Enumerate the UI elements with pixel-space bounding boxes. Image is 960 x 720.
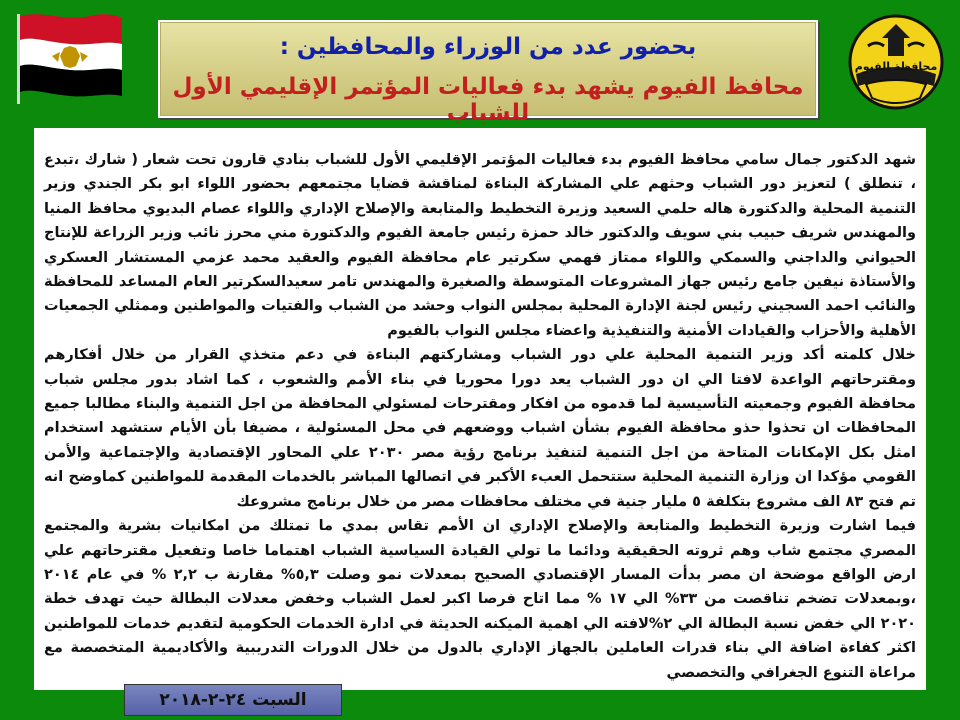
date-badge: السبت ٢٤-٢-٢٠١٨ [124,684,342,716]
title-line-1: بحضور عدد من الوزراء والمحافظين : [279,34,697,60]
logo-text: محافظة الفيوم [854,60,938,73]
title-line-2: محافظ الفيوم يشهد بدء فعاليات المؤتمر الإقليمي الأول للشباب [172,74,804,126]
article-body [34,128,926,690]
fayoum-governorate-logo [846,12,946,112]
egypt-flag-icon [14,10,126,106]
title-box [158,20,818,126]
article-paragraph: شهد الدكتور جمال سامي محافظ الفيوم بدء فعاليات المؤتمر الإقليمي الأول للشباب بنادي قارون تحت شعار ( شارك ،تبدع ، تنطلق ) لتعزيز دور الشباب وحثهم علي المشاركة البناءة لمناقشة قضايا مجتمعهم بحضور اللواء ابو بكر الجندي وزير التنمية المحلية والدكتورة هاله حلمي السعيد وزيرة التخطيط والمتابعة والإصلاح الإداري واللواء عصام البديوي محافظ المنيا والمهندس شريف حبيب بني سويف والدكتور خالد حمزة رئيس جامعة الفيوم والدكتورة مني محرز نائب وزير الزراعة للإنتاج الحيواني والداجني والسمكي واللواء ممتاز فهمي سكرتير عام محافظة الفيوم والعقيد محمد عزمي المستشار العسكري والأستاذة نيفين جامع رئيس جهاز المشروعات المتوسطة والصغيرة والمهندس تامر سعيدالسكرتير العام المساعد للمحافظة والنائب احمد السجيني رئيس لجنة الإدارة المحلية بمجلس النواب وحشد من الشباب والفتيات والمواطنين وممثلي الجمعيات الأهلية والأحزاب والقيادات الأمنية والتنفيذية واعضاء مجلس النواب بالفيوم [44,152,916,339]
article-paragraph: خلال كلمته أكد وزير التنمية المحلية علي دور الشباب ومشاركتهم البناءة في دعم متخذي القرار من خلال أفكارهم ومقترحاتهم الواعدة لافتا الي ان دور الشباب يعد دورا محوريا في بناء الأمم والشعوب ، كما اشاد بدور مجلس شباب محافظة الفيوم وجمعيته التأسيسية لما قدموه من افكار ومقترحات لمسئولي المحافظة من اجل التنمية والبناء مطالبا جميع المحافظات ان تحذوا حذو محافظة الفيوم بشأن اشباب ووضعهم في محل المسئولية ، مضيفا بأن الأيام ستشهد استخدام امثل بكل الإمكانات المتاحة من اجل التنمية لتنفيذ برنامج رؤية مصر ٢٠٣٠ علي المحاور الإقتصادية والإجتماعية والأمن القومي مؤكدا ان وزارة التنمية المحلية ستتحمل العبء الأكبر في اتصالها المباشر بالخدمات المقدمة للمواطنين كماوضح انه تم فتح ٨٣ الف مشروع بتكلفة ٥ مليار جنية في مختلف محافظات مصر من خلال برنامج مشروعك [44,347,916,510]
article-paragraph: فيما اشارت وزيرة التخطيط والمتابعة والإصلاح الإداري ان الأمم تقاس بمدي ما تمتلك من امكانيات بشرية والمجتمع المصري مجتمع شاب وهم ثروته الحقيقية ودائما ما تولي القيادة السياسية الشباب اهتماما خاصا وتفعيل مقترحاتهم علي ارض الواقع موضحة ان مصر بدأت المسار الإقتصادي الصحيح بمعدلات نمو وصلت ٥,٣% مقارنة ب ٢,٢ % في عام ٢٠١٤ ،وبمعدلات تضخم تناقصت من ٣٣% الي ١٧ % مما اتاح فرصا اكبر لعمل الشباب وخفض معدلات البطالة حيث تهدف خطة ٢٠٢٠ الي خفض نسبة البطالة الي ٢%لافته الي اهمية الميكنه الحديثة في ادارة الخدمات الحكومية لتقديم خدمات للمواطنين اكثر كفاءة اضافة الي بناء قدرات العاملين بالجهاز الإداري بالدول من خلال الدورات التدريبية والأكاديمية المتخصصة مع مراعاة التنوع الجغرافي والتخصصي [44,518,916,681]
